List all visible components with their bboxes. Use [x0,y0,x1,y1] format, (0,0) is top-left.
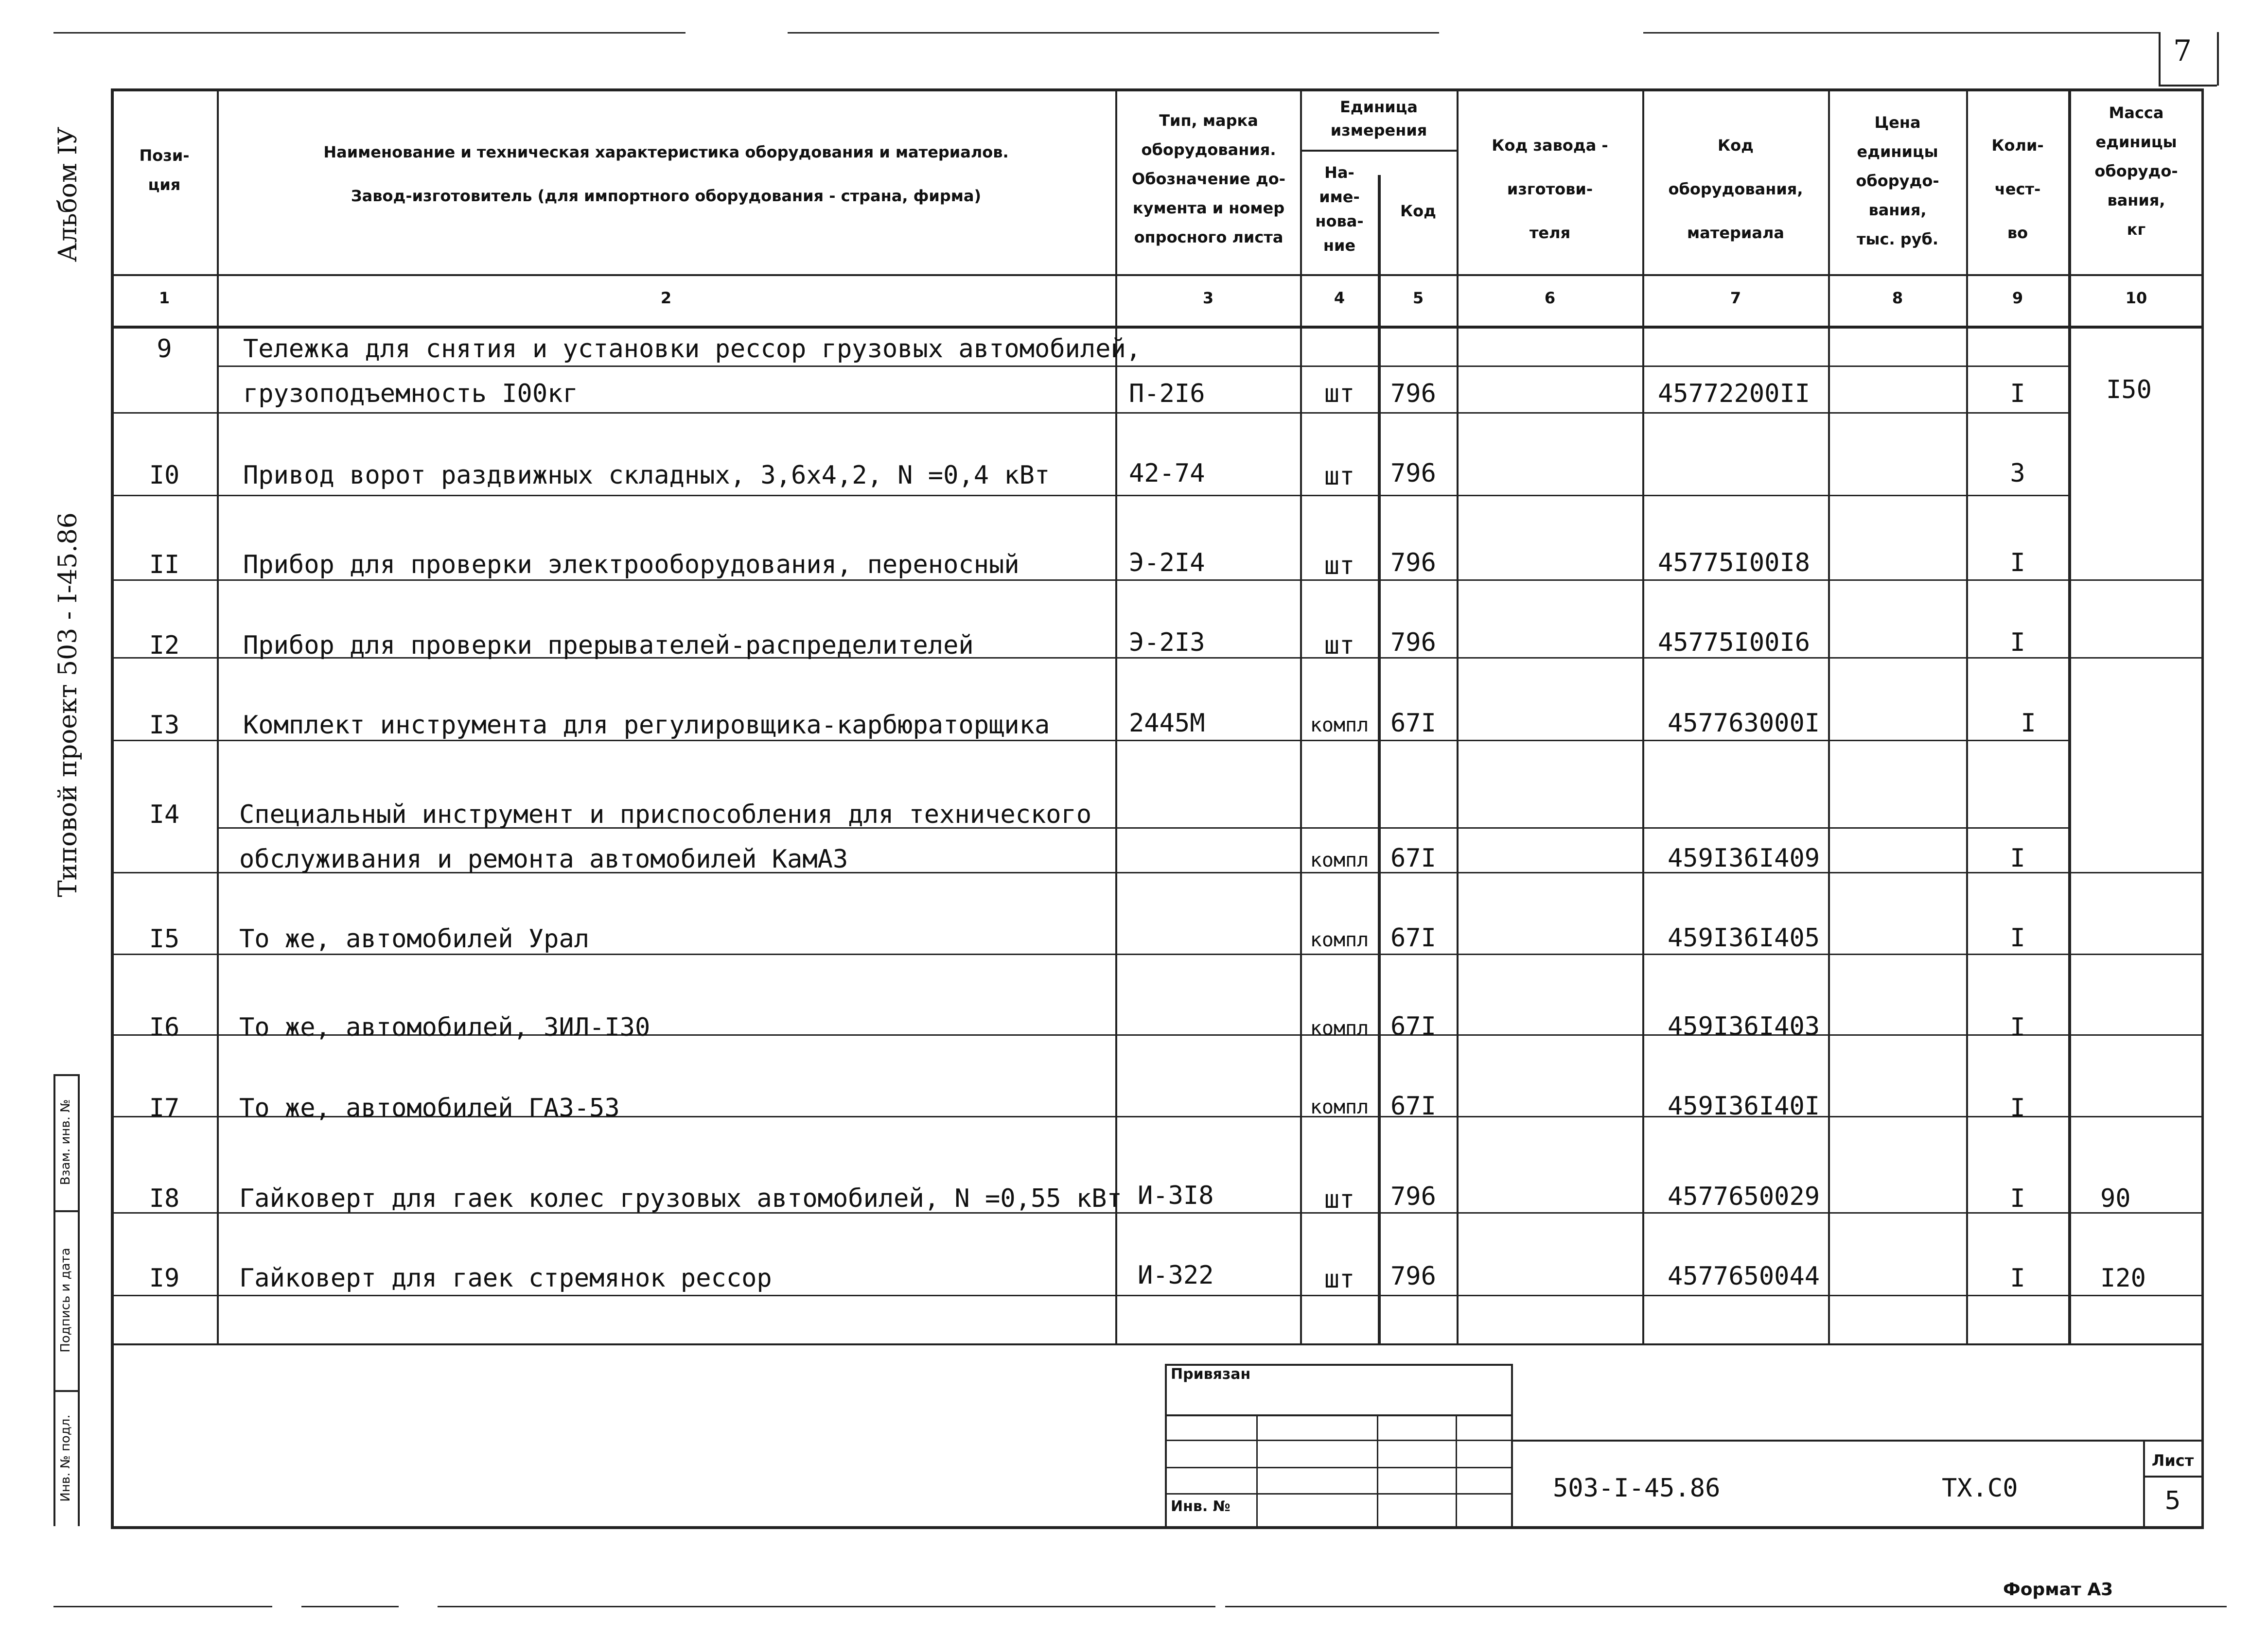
row-unit: компл [1310,849,1369,871]
project-label: Типовой проект 503 - I-45.86 [53,512,83,897]
row-type: Э-2I4 [1129,548,1205,577]
row-equipment-code: 459I36I409 [1668,844,1820,873]
row-mass: I50 [2106,375,2152,404]
row-unit: шт [1324,1265,1355,1294]
sheet-number: 5 [2164,1486,2181,1515]
row-type: И-322 [1138,1261,1214,1290]
row-name-cont: грузоподъемность I00кг [243,379,578,408]
col-number: 10 [2125,289,2147,307]
row-position: I7 [149,1094,180,1123]
header-unit-name: На- име- нова- ние [1315,163,1364,255]
table-top-border [111,88,2201,91]
header-equipment-code: Код оборудования, материала [1668,136,1803,242]
bound-label: Привязан [1171,1366,1251,1383]
stamp-inv-old: Взам. инв. № [58,1099,73,1185]
col-number: 7 [1730,289,1741,307]
row-equipment-code: 457763000I [1668,709,1820,738]
format-label: Формат А3 [2003,1580,2113,1600]
row-position: I0 [149,461,180,490]
row-unit: шт [1324,379,1355,408]
row-quantity: 3 [2010,459,2025,488]
row-equipment-code: 459I36I405 [1668,923,1820,953]
row-equipment-code: 459I36I40I [1668,1092,1820,1121]
row-unit-code: 796 [1390,1262,1436,1291]
row-equipment-code: 4577650044 [1668,1262,1820,1291]
row-position: 9 [157,334,172,364]
stamp-inv-orig: Инв. № подл. [58,1414,73,1502]
row-equipment-code: 45775I00I6 [1658,628,1811,657]
row-position: I9 [149,1264,180,1293]
row-quantity: I [2010,844,2025,873]
album-label: Альбом IУ [53,126,83,262]
row-unit-code: 67I [1390,844,1436,873]
row-name: Прибор для проверки прерывателей-распределителей [243,631,974,660]
row-unit-code: 796 [1390,1182,1436,1211]
page-number: 7 [2173,34,2192,68]
row-name: Прибор для проверки электрооборудования, переносный [243,550,1020,579]
row-quantity: I [2010,1013,2025,1042]
header-name: Наименование и техническая характеристика оборудования и материалов. Завод-изготовитель (для импортного оборудования - страна, фирма) [323,143,1009,205]
row-unit-code: 796 [1390,628,1436,657]
header-price: Цена единицы оборудо- вания, тыс. руб. [1856,113,1939,248]
row-name: Специальный инструмент и приспособления для технического [239,800,1092,829]
row-quantity: I [2010,379,2025,408]
row-unit-code: 796 [1390,379,1436,408]
row-unit-code: 796 [1390,548,1436,577]
row-name: То же, автомобилей Урал [239,924,590,954]
row-position: I8 [149,1184,180,1213]
row-quantity: I [2010,1094,2025,1123]
row-name: Гайковерт для гаек колес грузовых автомобилей, N =0,55 кВт [239,1184,1122,1213]
sheet-label: Лист [2151,1451,2194,1470]
row-equipment-code: 45775I00I8 [1658,548,1811,577]
row-mass: I20 [2100,1264,2146,1293]
col-number: 3 [1202,289,1214,307]
row-name: Тележка для снятия и установки рессор грузовых автомобилей, [243,334,1142,364]
row-position: I5 [149,924,180,954]
row-unit: компл [1310,714,1369,736]
col-number: 2 [660,289,672,307]
row-name-cont: обслуживания и ремонта автомобилей КамАЗ [239,845,848,874]
row-position: II [149,550,180,579]
document-suffix: ТХ.С0 [1942,1474,2018,1503]
header-mass: Масса единицы оборудо- вания, кг [2094,104,2178,239]
stamp-sign-date: Подпись и дата [58,1248,73,1353]
row-quantity: I [2021,709,2036,738]
row-type: 42-74 [1129,459,1205,488]
header-unit: Единица измерения [1330,98,1427,139]
row-unit-code: 67I [1390,709,1436,738]
row-unit: компл [1310,929,1369,951]
col-number: 6 [1544,289,1556,307]
document-code: 503-I-45.86 [1553,1474,1721,1503]
row-unit-code: 67I [1390,923,1436,953]
row-unit: шт [1324,631,1355,660]
row-name: Привод ворот раздвижных складных, 3,6х4,2, N =0,4 кВт [243,461,1050,490]
row-name: Гайковерт для гаек стремянок рессор [239,1264,772,1293]
row-name: То же, автомобилей ГАЗ-53 [239,1094,620,1123]
col-number: 4 [1334,289,1345,307]
row-mass: 90 [2100,1184,2131,1213]
row-unit-code: 67I [1390,1012,1436,1041]
row-equipment-code: 4577650029 [1668,1182,1820,1211]
col-number: 1 [158,289,170,307]
row-name: То же, автомобилей, ЗИЛ-I30 [239,1013,651,1042]
col-number: 5 [1412,289,1424,307]
row-position: I6 [149,1013,180,1042]
header-position: Пози- ция [139,146,190,194]
row-equipment-code: 459I36I403 [1668,1012,1820,1041]
inv-label: Инв. № [1171,1498,1231,1515]
header-plant-code: Код завода - изготови- теля [1492,136,1608,242]
col-number: 8 [1892,289,1903,307]
row-quantity: I [2010,628,2025,657]
row-name: Комплект инструмента для регулировщика-карбюраторщика [243,711,1050,740]
row-type: И-3I8 [1138,1181,1214,1210]
header-quantity: Коли- чест- во [1991,136,2044,242]
row-unit: шт [1324,462,1355,491]
row-unit: шт [1324,1185,1355,1214]
row-unit-code: 796 [1390,459,1436,488]
row-position: I4 [149,800,180,829]
row-unit: компл [1310,1096,1369,1118]
row-type: 2445М [1129,709,1205,738]
row-type: П-2I6 [1129,379,1205,408]
row-quantity: I [2010,923,2025,953]
row-equipment-code: 45772200II [1658,379,1811,408]
row-unit-code: 67I [1390,1092,1436,1121]
row-unit: шт [1324,551,1355,580]
row-unit: компл [1310,1017,1369,1040]
header-type: Тип, марка оборудования. Обозначение до- кумента и номер опросного листа [1132,111,1285,246]
row-quantity: I [2010,1264,2025,1293]
row-quantity: I [2010,548,2025,577]
row-position: I2 [149,631,180,660]
row-quantity: I [2010,1184,2025,1213]
header-unit-code: Код [1400,202,1436,220]
row-type: Э-2I3 [1129,628,1205,657]
col-number: 9 [2012,289,2023,307]
row-position: I3 [149,711,180,740]
